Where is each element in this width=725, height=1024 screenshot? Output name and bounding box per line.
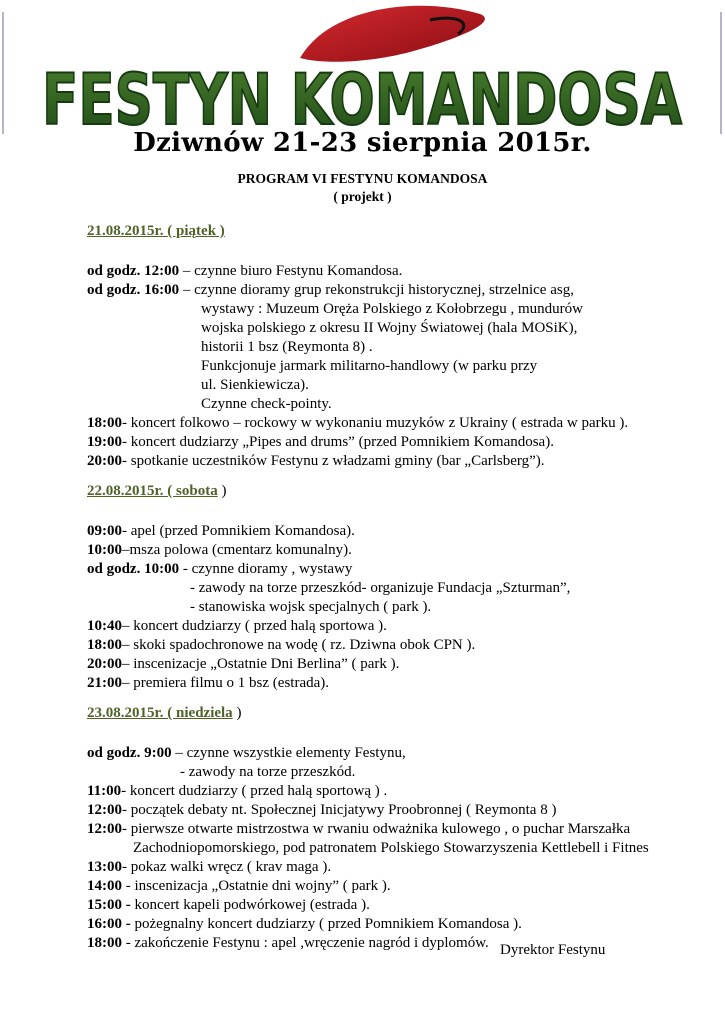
- schedule-text: Funkcjonuje jarmark militarno-handlowy (w parku przy: [201, 358, 538, 374]
- schedule-time: 10:40: [87, 618, 122, 634]
- schedule-text: - zawody na torze przeszkód- organizuje Fundacja „Szturman”,: [190, 580, 571, 596]
- schedule-line: [201, 300, 583, 319]
- schedule-text: – czynne biuro Festynu Komandosa.: [179, 263, 403, 279]
- schedule-time: 10:00: [87, 542, 122, 558]
- program-subtitle: ( projekt ): [333, 189, 392, 204]
- schedule-text: – inscenizacje „Ostatnie Dni Berlina” ( park ).: [122, 656, 400, 672]
- schedule-text: koncert kapeli podwórkowej (estrada ).: [130, 897, 370, 913]
- schedule-text: pożegnalny koncert dudziarzy ( przed Pomnikiem Komandosa ).: [130, 916, 522, 932]
- schedule-line: [87, 522, 355, 541]
- schedule-line: [87, 744, 406, 763]
- day-heading-friday: 21.08.2015r. ( piątek ): [87, 223, 225, 239]
- schedule-time: od godz. 9:00: [87, 745, 172, 761]
- schedule-line: [201, 395, 332, 414]
- schedule-line: [87, 262, 402, 281]
- schedule-text: - pierwsze otwarte mistrzostwa w rwaniu odważnika kulowego , o puchar Marszałka: [122, 821, 631, 837]
- schedule-time: 09:00: [87, 523, 122, 539]
- schedule-line: [87, 414, 628, 433]
- schedule-line: [87, 636, 475, 655]
- day-heading-sunday: 23.08.2015r. ( niedziela ): [87, 705, 242, 721]
- schedule-line: [87, 433, 554, 452]
- schedule-text: - czynne dioramy , wystawy: [179, 561, 353, 577]
- schedule-line: [190, 598, 431, 617]
- schedule-line: [201, 357, 537, 376]
- schedule-line: [201, 319, 577, 338]
- schedule-line: [190, 579, 570, 598]
- schedule-line: [180, 763, 355, 782]
- schedule-time: 16:00 -: [87, 916, 131, 932]
- schedule-text: Czynne check-pointy.: [201, 396, 332, 412]
- schedule-line: [87, 877, 391, 896]
- schedule-time: 11:00: [87, 783, 122, 799]
- signature: Dyrektor Festynu: [500, 942, 606, 958]
- schedule-line: [87, 674, 329, 693]
- schedule-time: 18:00: [87, 415, 122, 431]
- schedule-time: 20:00: [87, 656, 122, 672]
- schedule-line: [87, 915, 522, 934]
- schedule-time: 14:00: [87, 878, 122, 894]
- schedule-text: ul. Sienkiewicza).: [201, 377, 309, 393]
- schedule-text: – premiera filmu o 1 bsz (estrada).: [122, 675, 330, 691]
- schedule-line: [87, 858, 331, 877]
- schedule-time: 12:00: [87, 802, 122, 818]
- schedule-time: 18:00: [87, 935, 122, 951]
- schedule-time: od godz. 12:00: [87, 263, 180, 279]
- schedule-time: 21:00: [87, 675, 122, 691]
- schedule-time: 12:00: [87, 821, 122, 837]
- schedule-text: – czynne dioramy grup rekonstrukcji historycznej, strzelnice asg,: [179, 282, 574, 298]
- schedule-text: - spotkanie uczestników Festynu z władzami gminy (bar „Carlsberg”).: [122, 453, 545, 469]
- schedule-line: [87, 541, 352, 560]
- schedule-line: [87, 782, 387, 801]
- schedule-text: wystawy : Muzeum Oręża Polskiego z Kołobrzegu , mundurów: [201, 301, 584, 317]
- schedule-line: [133, 839, 649, 858]
- schedule-line: [201, 338, 373, 357]
- program-title: PROGRAM VI FESTYNU KOMANDOSA: [237, 171, 488, 186]
- schedule-text: – czynne wszystkie elementy Festynu,: [171, 745, 406, 761]
- schedule-text: - zawody na torze przeszkód.: [180, 764, 356, 780]
- schedule-text: – koncert dudziarzy ( przed halą sportowa ).: [122, 618, 387, 634]
- schedule-line: [87, 896, 370, 915]
- schedule-line: [87, 655, 399, 674]
- schedule-text: - koncert dudziarzy „Pipes and drums” (przed Pomnikiem Komandosa).: [122, 434, 554, 450]
- schedule-text: - zakończenie Festynu : apel ,wręczenie nagród i dyplomów.: [122, 935, 489, 951]
- schedule-time: 13:00: [87, 859, 122, 875]
- schedule-text: Zachodniopomorskiego, pod patronatem Polskiego Stowarzyszenia Kettlebell i Fitnes: [133, 840, 649, 856]
- schedule-time: 15:00 -: [87, 897, 131, 913]
- schedule-text: - koncert dudziarzy ( przed halą sportową ) .: [121, 783, 388, 799]
- schedule-text: wojska polskiego z okresu II Wojny Światowej (hala MOSiK),: [201, 320, 578, 336]
- schedule-time: od godz. 16:00: [87, 282, 180, 298]
- schedule-line: [87, 934, 489, 953]
- schedule-line: [201, 376, 309, 395]
- schedule-time: od godz. 10:00: [87, 561, 180, 577]
- schedule-line: [87, 452, 545, 471]
- schedule-line: [87, 281, 574, 300]
- schedule-line: [87, 820, 630, 839]
- schedule-text: - apel (przed Pomnikiem Komandosa).: [122, 523, 355, 539]
- schedule-text: –msza polowa (cmentarz komunalny).: [122, 542, 352, 558]
- schedule-line: [87, 560, 352, 579]
- schedule-line: [87, 617, 387, 636]
- logo-text: FESTYN KOMANDOSA: [42, 59, 682, 141]
- schedule-time: 18:00: [87, 637, 122, 653]
- schedule-time: 20:00: [87, 453, 122, 469]
- schedule-text: - pokaz walki wręcz ( krav maga ).: [122, 859, 332, 875]
- schedule-text: - stanowiska wojsk specjalnych ( park ).: [190, 599, 432, 615]
- schedule-text: – skoki spadochronowe na wodę ( rz. Dziwna obok CPN ).: [122, 637, 476, 653]
- schedule-text: - koncert folkowo – rockowy w wykonaniu muzyków z Ukrainy ( estrada w parku ).: [122, 415, 629, 431]
- event-date-location: Dziwnów 21-23 sierpnia 2015r.: [133, 128, 592, 158]
- day-heading-saturday: 22.08.2015r. ( sobota ): [87, 483, 227, 499]
- schedule-time: 19:00: [87, 434, 122, 450]
- schedule-line: [87, 801, 556, 820]
- schedule-text: - inscenizacja „Ostatnie dni wojny” ( park ).: [122, 878, 391, 894]
- red-beret-icon: [300, 6, 485, 62]
- schedule-text: - początek debaty nt. Społecznej Inicjatywy Proobronnej ( Reymonta 8 ): [122, 802, 557, 818]
- schedule-text: historii 1 bsz (Reymonta 8) .: [201, 339, 373, 355]
